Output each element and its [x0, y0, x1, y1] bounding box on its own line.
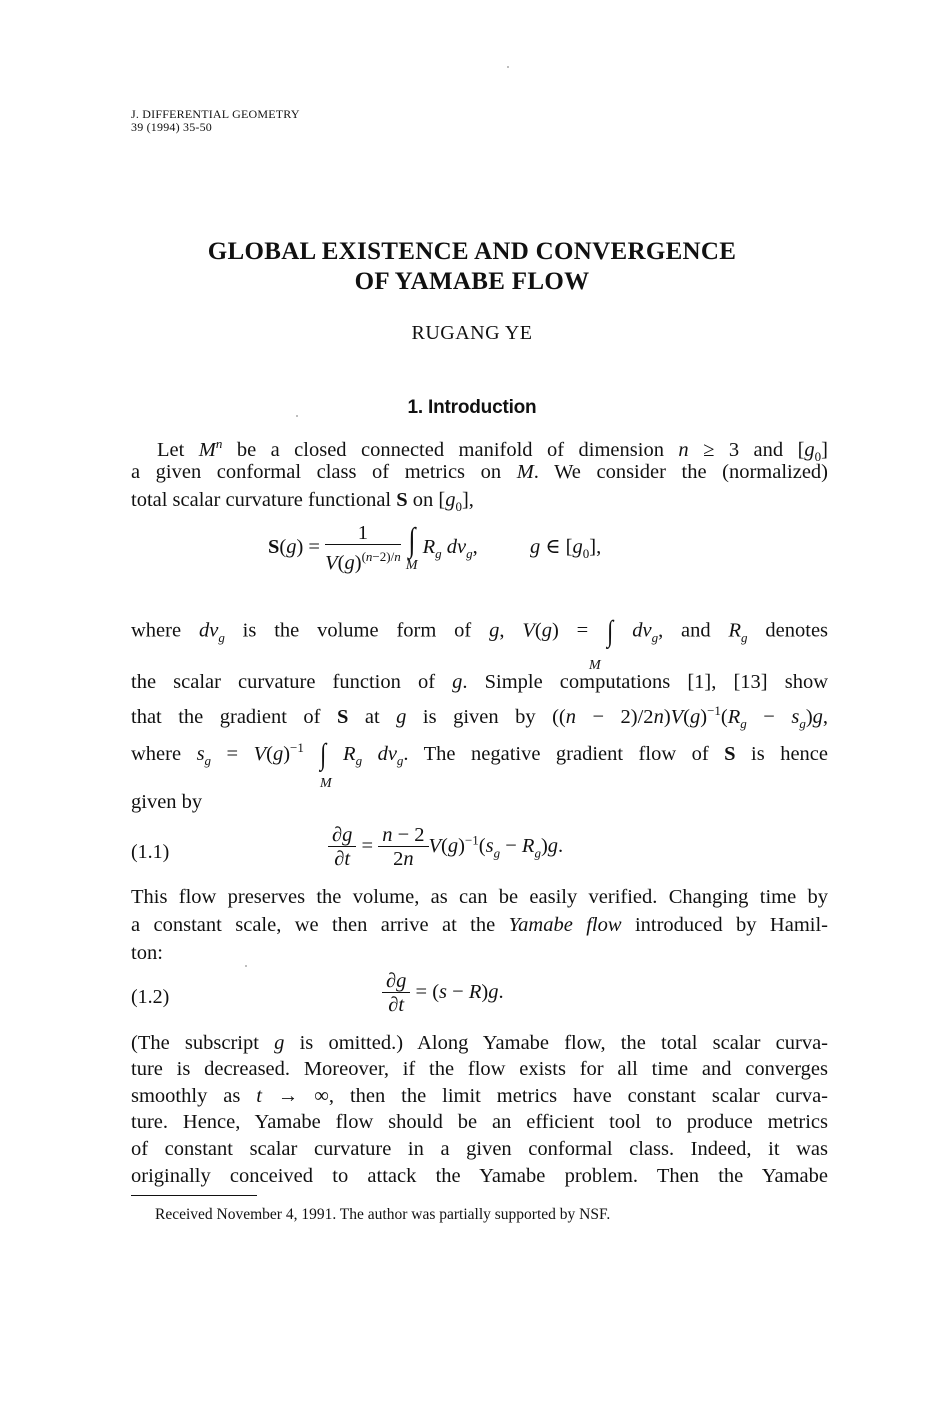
section-heading: 1. Introduction — [407, 397, 537, 418]
equation-number: (1.1) — [131, 841, 170, 863]
journal-name: J. DIFFERENTIAL GEOMETRY — [131, 107, 300, 121]
text-line: This flow preserves the volume, as can be easily verified. Changing time by — [131, 886, 828, 908]
integral-sign: ∫ M — [405, 522, 418, 574]
journal-issue: 39 (1994) 35-50 — [131, 120, 212, 134]
text-line: ture is decreased. Moreover, if the flow exists for all time and converges — [131, 1058, 828, 1080]
paper-title — [0, 237, 944, 297]
equation-number: (1.2) — [131, 986, 170, 1008]
text-line: smoothly as t → ∞, then the limit metrics have constant scalar curva- — [131, 1085, 828, 1107]
footnote-rule — [131, 1195, 257, 1196]
fraction: $\frac{\partial g}{\partial t}$ — [382, 970, 410, 1017]
equation-total-scalar-curvature: S(g) = $\frac{1}{V(g)^{(n-2)/n}}$ ∫ M $R_g$ $dv_g$, g ∈ $[g_0]$, — [268, 522, 602, 574]
text-line: a constant scale, we then arrive at the Yamabe flow introduced by Hamil- — [131, 914, 828, 936]
text-line: of constant scalar curvature in a given conformal class. Indeed, it was — [131, 1138, 828, 1160]
scan-speck — [296, 415, 298, 417]
text-line: (The subscript g is omitted.) Along Yamabe flow, the total scalar curva- — [131, 1032, 828, 1054]
integral-sign: ∫ — [607, 615, 614, 648]
text-line: the scalar curvature function of g. Simple computations [1], [13] show — [131, 671, 828, 693]
integral-subscript: M — [589, 658, 601, 673]
fraction: $\frac{n - 2}{2n}$ — [378, 824, 428, 871]
text-line: that the gradient of S at g is given by $((n - 2)/2n)V(g)^{-1}(R_g - s_g)g$, — [131, 703, 829, 731]
scan-speck — [245, 965, 247, 967]
equation-1-2: $\frac{\partial g}{\partial t}$ = (s − R)g. — [382, 970, 504, 1017]
scan-speck — [507, 66, 509, 68]
text-line: Let $M^n$ be a closed connected manifold of dimension n ≥ 3 and $[g_0]$ — [157, 436, 828, 464]
text-line: given by — [131, 791, 203, 813]
text-line: ture. Hence, Yamabe flow should be an efficient tool to produce metrics — [131, 1111, 828, 1133]
integral-subscript: M — [320, 776, 332, 791]
fraction: $\frac{\partial g}{\partial t}$ — [328, 824, 356, 871]
fraction: $\frac{1}{V(g)^{(n-2)/n}}$ — [325, 522, 401, 574]
footnote: Received November 4, 1991. The author was partially supported by NSF. — [155, 1206, 611, 1223]
text-line: ton: — [131, 942, 163, 964]
text-line: where $s_g = V(g)^{-1}$ ∫ $R_g$ $dv_g$. The negative gradient flow of S is hence — [131, 738, 829, 772]
text-line: a given conformal class of metrics on M. We consider the (normalized) — [131, 461, 828, 483]
text-line: total scalar curvature functional S on $[g_0]$, — [131, 489, 474, 515]
equation-1-1: $\frac{\partial g}{\partial t}$ = $\frac{n - 2}{2n}$ $V(g)^{-1}(s_g - R_g)g$. — [328, 824, 563, 871]
title-line-2: OF YAMABE FLOW — [354, 268, 590, 295]
integral-sign: ∫ — [320, 738, 327, 772]
author-name: RUGANG YE — [411, 322, 533, 344]
title-line-1: GLOBAL EXISTENCE AND CONVERGENCE — [207, 238, 737, 265]
journal-header — [131, 108, 300, 134]
text-line: originally conceived to attack the Yamabe problem. Then the Yamabe — [131, 1165, 828, 1187]
text-line: where $dv_g$ is the volume form of g, V(g) = ∫ $dv_g$, and $R_g$ denotes — [131, 615, 829, 648]
